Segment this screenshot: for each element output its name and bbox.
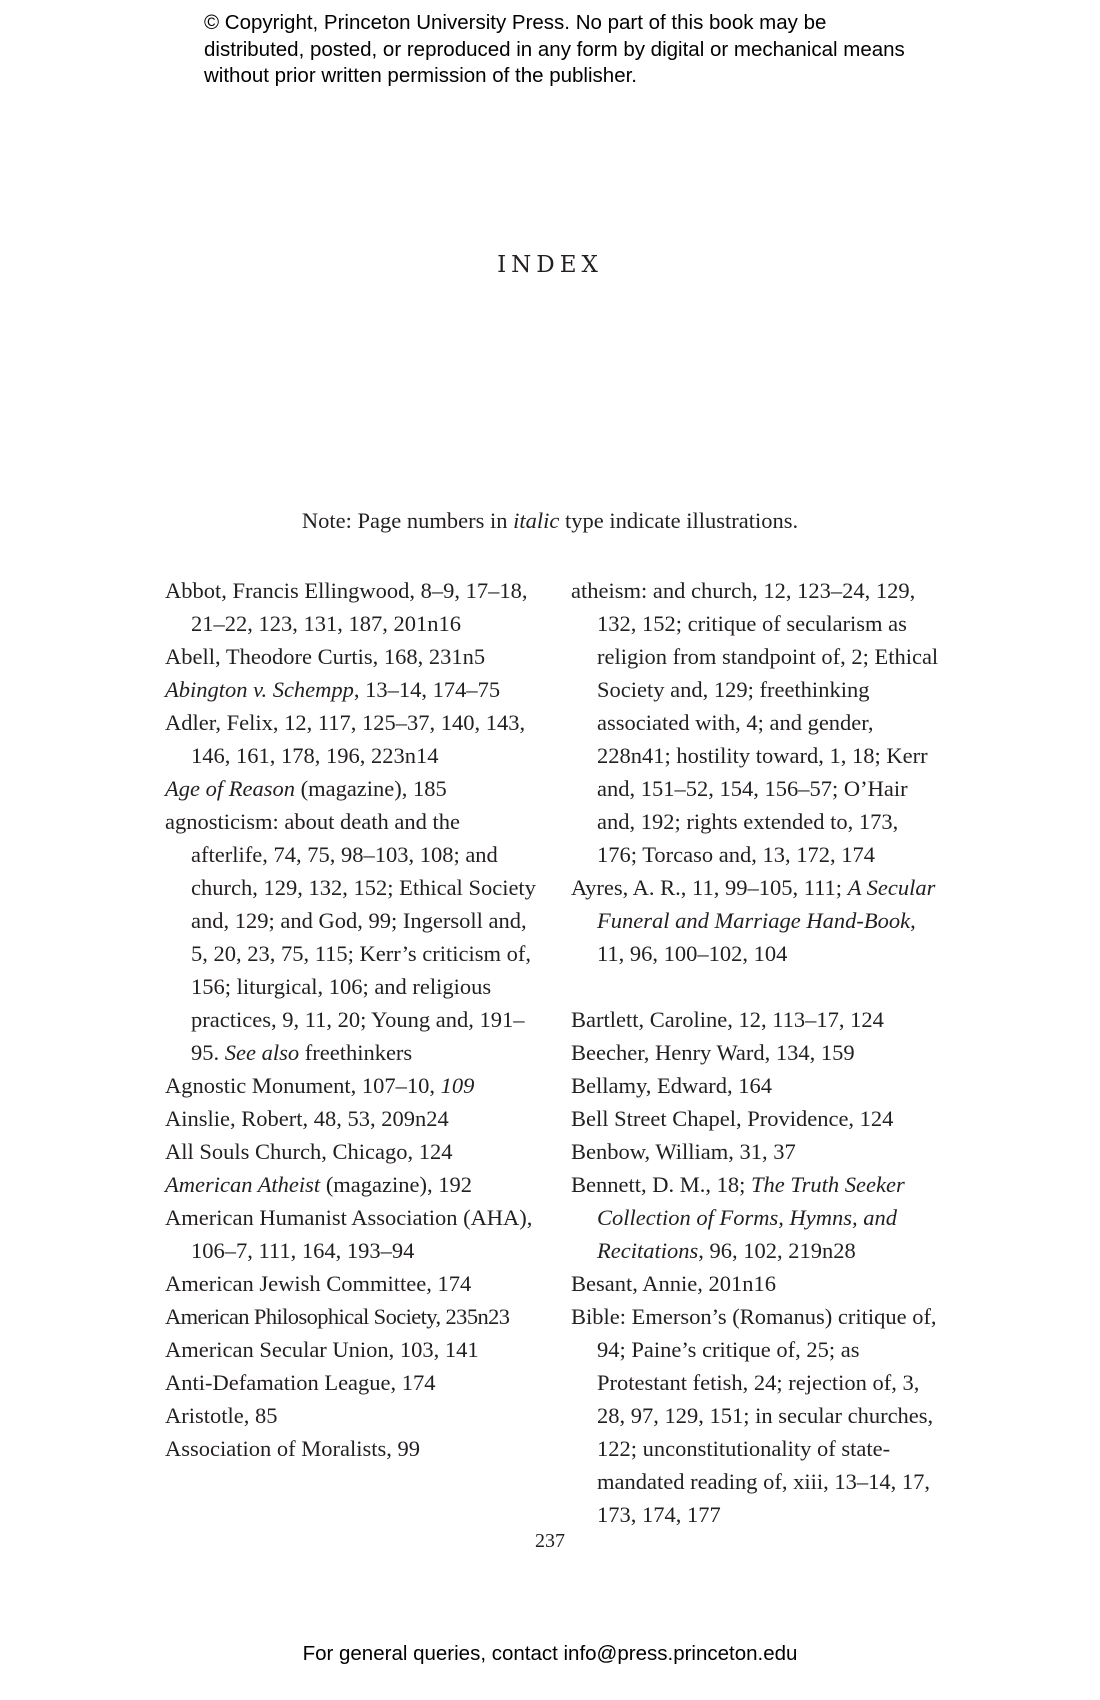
entry-text: Beecher, Henry Ward, 134, 159 bbox=[571, 1040, 855, 1065]
index-entry bbox=[165, 1432, 537, 1465]
entry-text: Adler, Felix, 12, 117, 125–37, 140, 143, 146, 161, 178, 196, 223n14 bbox=[165, 710, 526, 768]
entry-text: , 13–14, 174–75 bbox=[353, 677, 501, 702]
note-suffix: type indicate illustrations. bbox=[559, 508, 799, 533]
entry-text: Bartlett, Caroline, 12, 113–17, 124 bbox=[571, 1007, 884, 1032]
entry-text: American Philosophical Society, 235n23 bbox=[165, 1304, 510, 1329]
entry-see-also: See also bbox=[224, 1040, 300, 1065]
index-entry bbox=[165, 1333, 537, 1366]
index-entry bbox=[571, 1069, 943, 1102]
entry-italic-title: Abington v. Schempp bbox=[165, 677, 354, 702]
index-entry bbox=[165, 1168, 537, 1201]
entry-illustration-page: 109 bbox=[440, 1073, 475, 1098]
copyright-notice: © Copyright, Princeton University Press. No part of this book may be distributed, posted, or reproduced in any form by digital or mechanical means without prior written permission of the publisher. bbox=[204, 11, 905, 87]
index-entry bbox=[165, 673, 537, 706]
entry-text: Agnostic Monument, 107–10, bbox=[165, 1073, 441, 1098]
entry-text: Abell, Theodore Curtis, 168, 231n5 bbox=[165, 644, 486, 669]
index-entry bbox=[165, 1267, 537, 1300]
entry-italic-title: The Truth Seeker Collection of Forms, Hymns, and Recitations bbox=[597, 1172, 905, 1263]
index-column-right bbox=[571, 574, 943, 1531]
index-entry bbox=[165, 1135, 537, 1168]
index-entry bbox=[571, 1036, 943, 1069]
entry-text: Association of Moralists, 99 bbox=[165, 1436, 420, 1461]
entry-text: Benbow, William, 31, 37 bbox=[571, 1139, 796, 1164]
index-note bbox=[0, 508, 1100, 534]
entry-text: , 96, 102, 219n28 bbox=[698, 1238, 856, 1263]
note-prefix: Note: Page numbers in bbox=[301, 508, 514, 533]
entry-text: Bennett, D. M., 18; bbox=[571, 1172, 751, 1197]
index-entry bbox=[571, 1267, 943, 1300]
index-entry bbox=[165, 1201, 537, 1267]
index-entry bbox=[165, 805, 537, 1069]
index-entry bbox=[165, 1069, 537, 1102]
index-entry bbox=[571, 1300, 943, 1531]
index-entry bbox=[165, 1300, 537, 1333]
entry-text: Abbot, Francis Ellingwood, 8–9, 17–18, 21–22, 123, 131, 187, 201n16 bbox=[165, 578, 528, 636]
entry-text: Anti-Defamation League, 174 bbox=[165, 1370, 436, 1395]
index-entry bbox=[571, 574, 943, 871]
index-entry bbox=[165, 706, 537, 772]
contact-footer: For general queries, contact info@press.princeton.edu bbox=[302, 1642, 798, 1665]
index-entry bbox=[165, 1102, 537, 1135]
index-entry bbox=[165, 772, 537, 805]
entry-italic-title: A Secular Funeral and Marriage Hand-Book bbox=[597, 875, 936, 933]
note-italic-word: italic bbox=[513, 508, 560, 533]
entry-text: , 11, 96, 100–102, 104 bbox=[597, 908, 916, 966]
entry-text: atheism: and church, 12, 123–24, 129, 132, 152; critique of secularism as religion from standpoint of, 2; Ethical Society and, 129; freethinking associated with, 4; and gender, 228n41; hostility toward, 1, 18; Kerr and, 151–52, 154, 156–57; O’Hair and, 192; rights extended to, 173, 176; Torcaso and, 13, 172, 174 bbox=[571, 578, 939, 867]
index-entry bbox=[165, 640, 537, 673]
entry-text: (magazine), 192 bbox=[320, 1172, 472, 1197]
index-entry bbox=[571, 1168, 943, 1267]
entry-text: Ayres, A. R., 11, 99–105, 111; bbox=[571, 875, 848, 900]
index-entry bbox=[165, 574, 537, 640]
entry-text: agnosticism: about death and the afterlife, 74, 75, 98–103, 108; and church, 129, 132, 152; Ethical Society and, 129; and God, 99; Ingersoll and, 5, 20, 23, 75, 115; Kerr’s criticism of, 156; liturgical, 106; and religious practices, 9, 11, 20; Young and, 191–95. bbox=[165, 809, 536, 1065]
entry-text: American Jewish Committee, 174 bbox=[165, 1271, 472, 1296]
entry-italic-title: American Atheist bbox=[165, 1172, 321, 1197]
entry-text: Besant, Annie, 201n16 bbox=[571, 1271, 776, 1296]
index-entry bbox=[571, 1003, 943, 1036]
index-entry bbox=[571, 1102, 943, 1135]
entry-text: American Secular Union, 103, 141 bbox=[165, 1337, 479, 1362]
entry-text: Bellamy, Edward, 164 bbox=[571, 1073, 772, 1098]
index-entry bbox=[571, 871, 943, 970]
entry-text: Bell Street Chapel, Providence, 124 bbox=[571, 1106, 894, 1131]
index-column-left bbox=[165, 574, 537, 1465]
page-title: INDEX bbox=[497, 252, 603, 278]
index-entry bbox=[165, 1399, 537, 1432]
page-number: 237 bbox=[535, 1530, 565, 1552]
entry-text: All Souls Church, Chicago, 124 bbox=[165, 1139, 453, 1164]
entry-text: Ainslie, Robert, 48, 53, 209n24 bbox=[165, 1106, 449, 1131]
entry-text: Bible: Emerson’s (Romanus) critique of, 94; Paine’s critique of, 25; as Protestant fetish, 24; rejection of, 3, 28, 97, 129, 151; in secular churches, 122; unconstitutionality of state-mandated reading of, xiii, 13–14, 17, 173, 174, 177 bbox=[571, 1304, 937, 1527]
entry-text: American Humanist Association (AHA), 106–7, 111, 164, 193–94 bbox=[165, 1205, 533, 1263]
index-entry bbox=[571, 1135, 943, 1168]
entry-italic-title: Age of Reason bbox=[165, 776, 295, 801]
entry-text: (magazine), 185 bbox=[294, 776, 447, 801]
entry-text: freethinkers bbox=[299, 1040, 413, 1065]
index-entry bbox=[165, 1366, 537, 1399]
entry-text: Aristotle, 85 bbox=[165, 1403, 278, 1428]
